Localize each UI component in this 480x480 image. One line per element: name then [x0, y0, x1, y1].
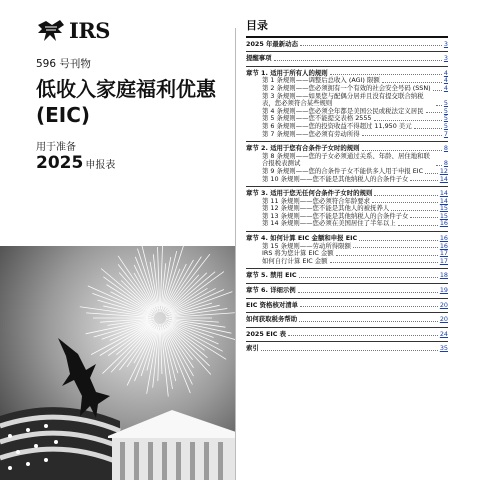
toc-entry[interactable]: [246, 51, 448, 63]
toc-entry[interactable]: [246, 131, 448, 139]
leader-dots: [391, 210, 438, 211]
toc-page-link[interactable]: 16: [439, 234, 448, 243]
eagle-logo-icon: [36, 19, 66, 43]
toc-entry-label: 章节 1. 适用于所有人的规则: [246, 68, 328, 77]
toc-entry-label: 第 4 条规则——您必须全年都是美国公民或税法定义居民: [262, 106, 424, 115]
publication-number: 596 号刊物: [36, 58, 91, 70]
leader-dots: [274, 60, 442, 61]
leader-dots: [300, 45, 442, 46]
leader-dots: [299, 277, 438, 278]
toc-page-link[interactable]: 5: [443, 121, 448, 130]
irs-logo: [36, 18, 110, 43]
toc-entry-label: 章节 2. 适用于您有合条件子女时的规则: [246, 144, 360, 153]
toc-entry-label: 章节 4. 如何计算 EIC 金额和申报 EIC: [246, 234, 358, 243]
toc-page-link[interactable]: 24: [439, 329, 448, 338]
toc-page-link[interactable]: 4: [443, 76, 448, 85]
fireworks-eagle-flag-image: [0, 246, 236, 480]
toc-entry-label: 2025 年最新动态: [246, 39, 298, 48]
toc-entry-label: 章节 5. 禁用 EIC: [246, 271, 297, 280]
toc-page-link[interactable]: 5: [443, 99, 448, 108]
toc-page-link[interactable]: 14: [439, 189, 448, 198]
toc-page-link[interactable]: 3: [443, 54, 448, 63]
toc-page-link[interactable]: 5: [443, 106, 448, 115]
toc-entry[interactable]: [246, 258, 448, 266]
toc-page-link[interactable]: 35: [439, 344, 448, 353]
toc-entry[interactable]: [246, 153, 448, 168]
year-number: 2025: [36, 153, 84, 173]
toc-page-link[interactable]: 16: [439, 219, 448, 228]
toc-entry-label: 第 1 条规则——调整后总收入 (AGI) 限额: [262, 76, 380, 85]
toc-page-link[interactable]: 8: [443, 159, 448, 168]
table-of-contents: [246, 19, 448, 353]
toc-entry-label: 第 8 条规则——您的子女必须通过关系、年龄、居住地和联合报税表测试: [262, 151, 430, 168]
toc-entry[interactable]: [246, 141, 448, 153]
leader-dots: [353, 247, 438, 248]
toc-entry-label: 章节 6. 详细示例: [246, 286, 296, 295]
page-title: 低收入家庭福利优惠 (EIC): [36, 77, 216, 127]
toc-page-link[interactable]: 20: [439, 300, 448, 309]
leader-dots: [410, 217, 437, 218]
toc-page-link[interactable]: 8: [443, 144, 448, 153]
flag-stripes: [0, 407, 120, 480]
leader-dots: [382, 82, 442, 83]
toc-entry-label: 第 10 条规则——您不能是其他纳税人的合条件子女: [262, 174, 409, 183]
toc-entry[interactable]: [246, 176, 448, 184]
leader-dots: [414, 128, 442, 129]
leader-dots: [426, 112, 442, 113]
toc-page-link[interactable]: 15: [439, 204, 448, 213]
toc-page-link[interactable]: 19: [439, 286, 448, 295]
toc-entry-label: 第 5 条规则——您不能提交表格 2555: [262, 114, 372, 123]
leader-dots: [288, 335, 438, 336]
leader-dots: [299, 321, 438, 322]
toc-entry[interactable]: [246, 268, 448, 280]
toc-page-link[interactable]: 15: [439, 211, 448, 220]
leader-dots: [362, 150, 442, 151]
leader-dots: [362, 135, 442, 136]
toc-entry[interactable]: [246, 186, 448, 198]
toc-entry-label: 第 3 条规则——如果您与配偶分居并且没有提交联合纳税表，您必须符合某些规则: [262, 91, 424, 108]
toc-entry-label: 第 2 条规则——您必须拥有一个有效的社会安全号码 (SSN): [262, 83, 431, 92]
toc-page-link[interactable]: 14: [439, 196, 448, 205]
leader-dots: [359, 240, 438, 241]
toc-entry-label: 第 6 条规则——您的投资收益不得超过 11,950 美元: [262, 121, 412, 130]
toc-page-link[interactable]: 18: [439, 271, 448, 280]
leader-dots: [436, 165, 442, 166]
leader-dots: [436, 105, 442, 106]
toc-title: 目录: [246, 19, 268, 32]
toc-list: [246, 36, 448, 353]
leader-dots: [374, 120, 442, 121]
toc-page-link[interactable]: 5: [443, 114, 448, 123]
leader-dots: [300, 306, 438, 307]
toc-entry-label: 第 14 条规则——您必须在美国居住了半年以上: [262, 219, 396, 228]
toc-entry[interactable]: [246, 298, 448, 310]
toc-entry-label: 如何自行计算 EIC 金额: [262, 256, 328, 265]
tax-year: [36, 153, 115, 173]
leader-dots: [425, 173, 438, 174]
toc-entry-label: 如何获取税务帮助: [246, 315, 298, 324]
toc-page-link[interactable]: 20: [439, 315, 448, 324]
toc-entry-label: 第 7 条规则——您必须有劳动所得: [262, 129, 360, 138]
toc-entry-label: 索引: [246, 344, 259, 353]
column-divider: [235, 28, 236, 480]
toc-entry-label: 第 9 条规则——您的合条件子女不能供多人用于申报 EIC: [262, 166, 424, 175]
toc-page-link[interactable]: 17: [439, 249, 448, 258]
leader-dots: [261, 350, 438, 351]
toc-entry[interactable]: [246, 312, 448, 324]
toc-entry[interactable]: [246, 283, 448, 295]
leader-dots: [433, 90, 442, 91]
toc-entry-label: EIC 资格核对清单: [246, 300, 299, 309]
toc-entry-label: 第 11 条规则——您必须符合年龄要求: [262, 196, 371, 205]
toc-page-link[interactable]: 12: [439, 166, 448, 175]
cover-photo: [0, 246, 236, 480]
toc-entry[interactable]: [246, 36, 448, 49]
toc-entry[interactable]: [246, 341, 448, 353]
toc-entry-label: 第 13 条规则——您不能是其他纳税人的合条件子女: [262, 211, 409, 220]
toc-entry[interactable]: [246, 93, 448, 108]
logo-text: IRS: [69, 18, 110, 43]
toc-entry-label: 提醒事项: [246, 54, 272, 63]
leader-dots: [410, 180, 437, 181]
toc-page-link[interactable]: 16: [439, 241, 448, 250]
cover-panel: [0, 0, 236, 480]
return-label: 申报表: [85, 160, 116, 171]
leader-dots: [330, 262, 438, 263]
leader-dots: [336, 255, 438, 256]
toc-page-link[interactable]: 14: [439, 174, 448, 183]
toc-entry-label: 章节 3. 适用于您无任何合条件子女时的规则: [246, 189, 373, 198]
leader-dots: [374, 195, 438, 196]
leader-dots: [398, 225, 438, 226]
leader-dots: [298, 292, 438, 293]
toc-entry[interactable]: [246, 220, 448, 228]
toc-entry[interactable]: [246, 327, 448, 339]
toc-entry-label: 第 15 条规则——劳动所得限额: [262, 241, 351, 250]
toc-page-link[interactable]: 4: [443, 83, 448, 92]
toc-entry[interactable]: [246, 231, 448, 243]
toc-page-link[interactable]: 7: [443, 129, 448, 138]
prepared-for: 用于准备: [36, 142, 76, 153]
toc-page-link[interactable]: 17: [439, 256, 448, 265]
toc-entry-label: 第 12 条规则——您不能是其他人的被抚养人: [262, 204, 390, 213]
toc-page-link[interactable]: 4: [443, 68, 448, 77]
toc-entry-label: 2025 EIC 表: [246, 329, 287, 338]
toc-page-link[interactable]: 3: [443, 39, 448, 48]
toc-entry-label: IRS 将为您计算 EIC 金额: [262, 249, 334, 258]
